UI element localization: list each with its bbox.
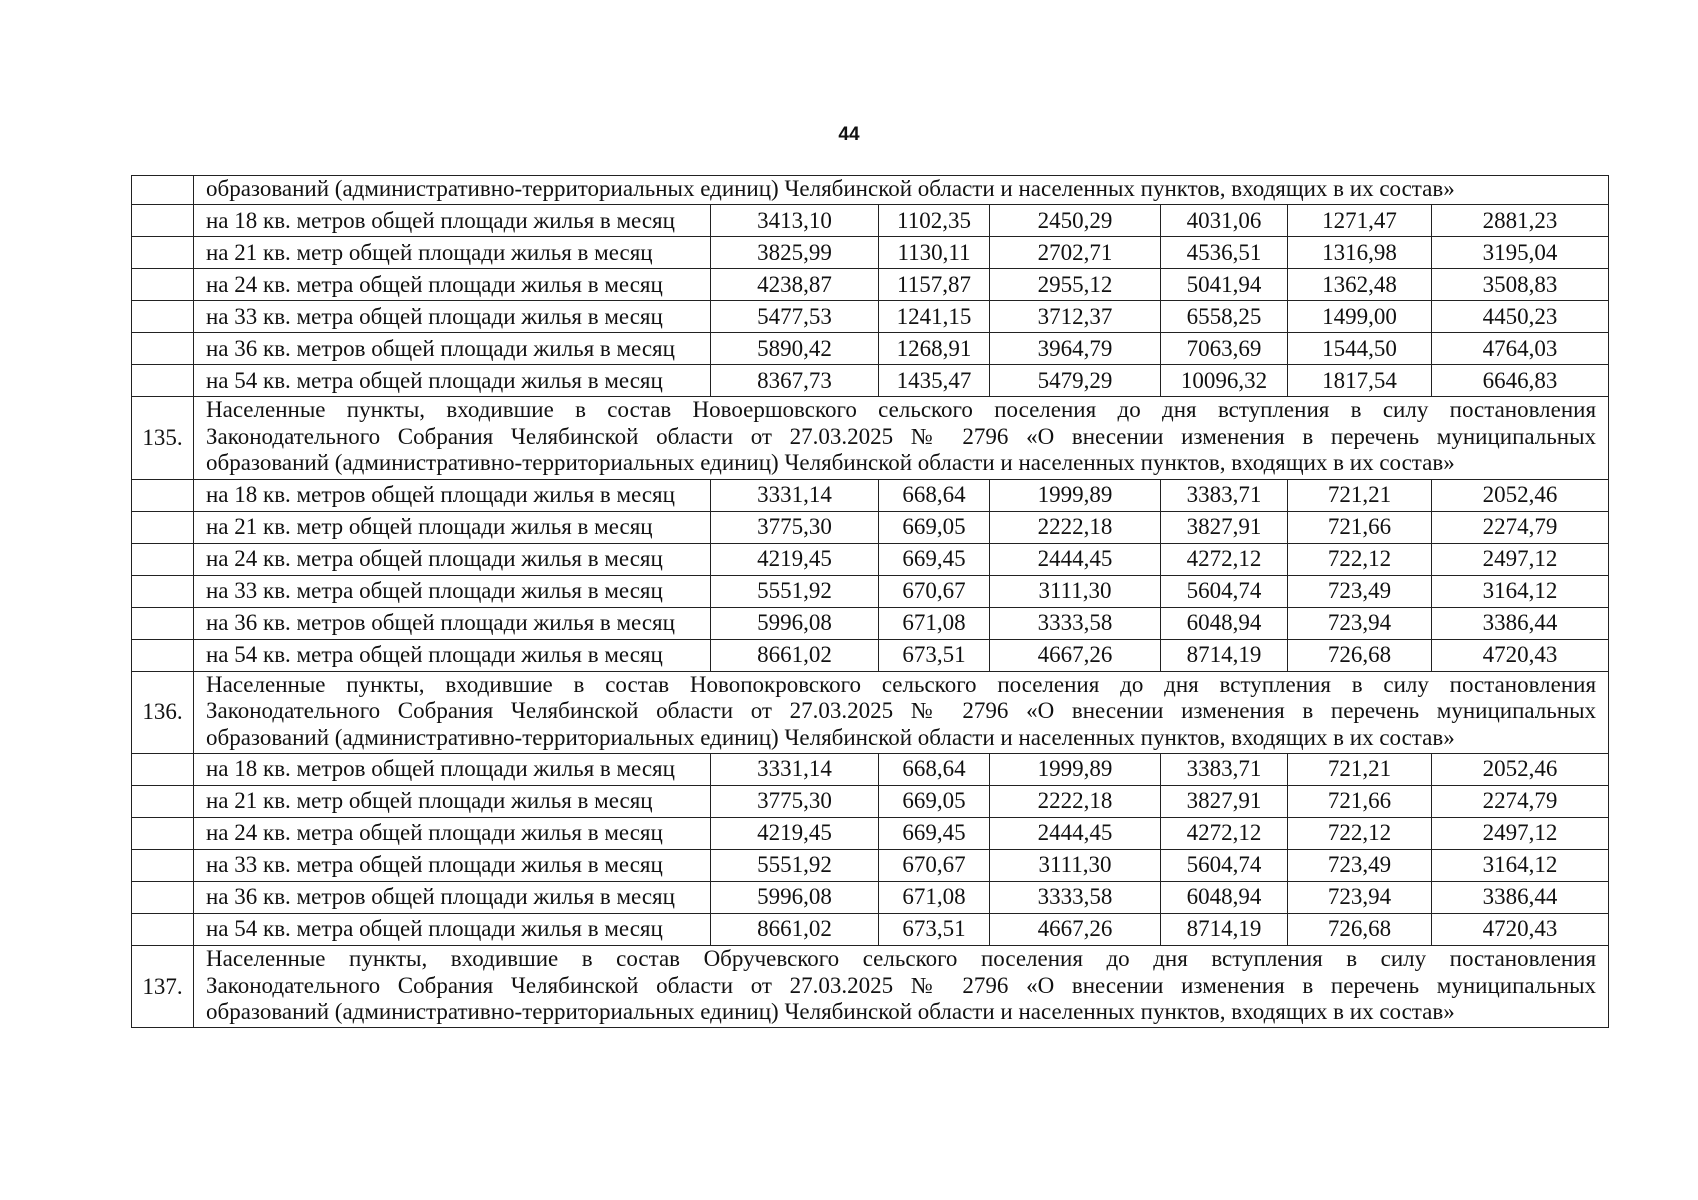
value-cell: 721,66 [1288, 511, 1432, 543]
value-cell: 2274,79 [1432, 511, 1609, 543]
value-cell: 668,64 [879, 479, 990, 511]
group-number: 135. [132, 397, 194, 479]
group-title-line: образований (административно-территориальных единиц) Челябинской области и населенных пунктов, входящих в их состав» [206, 998, 1455, 1024]
row-number-cell [132, 301, 194, 333]
row-label: на 36 кв. метров общей площади жилья в месяц [194, 607, 711, 639]
row-number-cell [132, 882, 194, 914]
row-number-cell [132, 205, 194, 237]
value-cell: 5996,08 [711, 607, 879, 639]
row-number-cell [132, 639, 194, 671]
group-header-row [132, 946, 1609, 1028]
value-cell: 721,21 [1288, 754, 1432, 786]
row-number-cell [132, 818, 194, 850]
row-number-cell [132, 237, 194, 269]
value-cell: 7063,69 [1161, 333, 1288, 365]
row-number-cell [132, 607, 194, 639]
value-cell: 723,94 [1288, 882, 1432, 914]
value-cell: 4667,26 [990, 639, 1161, 671]
table-row [132, 365, 1609, 397]
row-label: на 54 кв. метра общей площади жилья в месяц [194, 914, 711, 946]
row-label: на 24 кв. метра общей площади жилья в месяц [194, 818, 711, 850]
value-cell: 723,49 [1288, 575, 1432, 607]
value-cell: 723,49 [1288, 850, 1432, 882]
table-body [132, 176, 1609, 1028]
table-row [132, 818, 1609, 850]
table-row [132, 882, 1609, 914]
row-number-cell [132, 850, 194, 882]
value-cell: 3825,99 [711, 237, 879, 269]
group-title-line: Населенные пункты, входившие в состав Новоершовского сельского поселения до дня вступления в силу постановления [206, 397, 1597, 423]
value-cell: 2881,23 [1432, 205, 1609, 237]
value-cell: 2702,71 [990, 237, 1161, 269]
value-cell: 3333,58 [990, 607, 1161, 639]
row-label: на 33 кв. метра общей площади жилья в месяц [194, 850, 711, 882]
value-cell: 1499,00 [1288, 301, 1432, 333]
value-cell: 4720,43 [1432, 639, 1609, 671]
value-cell: 8367,73 [711, 365, 879, 397]
value-cell: 3508,83 [1432, 269, 1609, 301]
group-header-row [132, 397, 1609, 479]
value-cell: 4272,12 [1161, 543, 1288, 575]
value-cell: 3413,10 [711, 205, 879, 237]
group-title [194, 946, 1609, 1028]
value-cell: 2497,12 [1432, 818, 1609, 850]
value-cell: 8714,19 [1161, 914, 1288, 946]
value-cell: 5479,29 [990, 365, 1161, 397]
row-label: на 24 кв. метра общей площади жилья в месяц [194, 543, 711, 575]
value-cell: 726,68 [1288, 914, 1432, 946]
row-number-cell [132, 479, 194, 511]
value-cell: 3827,91 [1161, 511, 1288, 543]
value-cell: 722,12 [1288, 543, 1432, 575]
value-cell: 5477,53 [711, 301, 879, 333]
value-cell: 2052,46 [1432, 754, 1609, 786]
value-cell: 669,45 [879, 818, 990, 850]
value-cell: 2450,29 [990, 205, 1161, 237]
value-cell: 669,45 [879, 543, 990, 575]
value-cell: 669,05 [879, 786, 990, 818]
value-cell: 1362,48 [1288, 269, 1432, 301]
value-cell: 3386,44 [1432, 607, 1609, 639]
row-label: на 36 кв. метров общей площади жилья в месяц [194, 882, 711, 914]
row-label: на 18 кв. метров общей площади жилья в месяц [194, 754, 711, 786]
value-cell: 3164,12 [1432, 850, 1609, 882]
group-number-cell [132, 176, 194, 205]
row-number-cell [132, 914, 194, 946]
value-cell: 3111,30 [990, 850, 1161, 882]
value-cell: 670,67 [879, 575, 990, 607]
row-label: на 33 кв. метра общей площади жилья в месяц [194, 575, 711, 607]
tariff-table-container [131, 175, 1608, 1028]
value-cell: 3333,58 [990, 882, 1161, 914]
group-header-row [132, 671, 1609, 753]
value-cell: 2222,18 [990, 786, 1161, 818]
value-cell: 1435,47 [879, 365, 990, 397]
continuation-title-row [132, 176, 1609, 205]
row-label: на 54 кв. метра общей площади жилья в месяц [194, 365, 711, 397]
value-cell: 4536,51 [1161, 237, 1288, 269]
value-cell: 3195,04 [1432, 237, 1609, 269]
group-title-line: Законодательного Собрания Челябинской области от 27.03.2025 № 2796 «О внесении изменения в перечень муниципальных [206, 972, 1597, 998]
value-cell: 5551,92 [711, 850, 879, 882]
value-cell: 1271,47 [1288, 205, 1432, 237]
group-number: 137. [132, 946, 194, 1028]
value-cell: 2274,79 [1432, 786, 1609, 818]
page-number: 44 [838, 124, 860, 145]
value-cell: 2497,12 [1432, 543, 1609, 575]
value-cell: 3964,79 [990, 333, 1161, 365]
value-cell: 3383,71 [1161, 754, 1288, 786]
row-number-cell [132, 269, 194, 301]
value-cell: 4031,06 [1161, 205, 1288, 237]
value-cell: 10096,32 [1161, 365, 1288, 397]
value-cell: 3111,30 [990, 575, 1161, 607]
value-cell: 4720,43 [1432, 914, 1609, 946]
value-cell: 4667,26 [990, 914, 1161, 946]
value-cell: 670,67 [879, 850, 990, 882]
value-cell: 3383,71 [1161, 479, 1288, 511]
value-cell: 5551,92 [711, 575, 879, 607]
row-number-cell [132, 511, 194, 543]
table-row [132, 575, 1609, 607]
value-cell: 721,66 [1288, 786, 1432, 818]
group-title [194, 397, 1609, 479]
value-cell: 4219,45 [711, 543, 879, 575]
value-cell: 673,51 [879, 639, 990, 671]
value-cell: 5996,08 [711, 882, 879, 914]
value-cell: 8714,19 [1161, 639, 1288, 671]
value-cell: 2444,45 [990, 818, 1161, 850]
table-row [132, 511, 1609, 543]
value-cell: 668,64 [879, 754, 990, 786]
value-cell: 1544,50 [1288, 333, 1432, 365]
group-number: 136. [132, 671, 194, 753]
value-cell: 1817,54 [1288, 365, 1432, 397]
group-title-line: образований (административно-территориальных единиц) Челябинской области и населенных пунктов, входящих в их состав» [206, 724, 1455, 750]
table-row [132, 205, 1609, 237]
row-number-cell [132, 754, 194, 786]
row-number-cell [132, 365, 194, 397]
value-cell: 2955,12 [990, 269, 1161, 301]
value-cell: 3164,12 [1432, 575, 1609, 607]
value-cell: 3827,91 [1161, 786, 1288, 818]
value-cell: 6646,83 [1432, 365, 1609, 397]
row-label: на 36 кв. метров общей площади жилья в месяц [194, 333, 711, 365]
value-cell: 721,21 [1288, 479, 1432, 511]
value-cell: 4272,12 [1161, 818, 1288, 850]
table-row [132, 237, 1609, 269]
value-cell: 4238,87 [711, 269, 879, 301]
row-number-cell [132, 333, 194, 365]
table-row [132, 543, 1609, 575]
value-cell: 6048,94 [1161, 607, 1288, 639]
value-cell: 4764,03 [1432, 333, 1609, 365]
value-cell: 671,08 [879, 607, 990, 639]
row-label: на 18 кв. метров общей площади жилья в месяц [194, 205, 711, 237]
group-title [194, 671, 1609, 753]
table-row [132, 301, 1609, 333]
row-number-cell [132, 786, 194, 818]
continuation-title: образований (административно-территориальных единиц) Челябинской области и населенных пунктов, входящих в их состав» [194, 176, 1609, 205]
group-title-line: образований (административно-территориальных единиц) Челябинской области и населенных пунктов, входящих в их состав» [206, 450, 1455, 476]
value-cell: 6558,25 [1161, 301, 1288, 333]
row-label: на 33 кв. метра общей площади жилья в месяц [194, 301, 711, 333]
value-cell: 2052,46 [1432, 479, 1609, 511]
table-row [132, 269, 1609, 301]
row-number-cell [132, 575, 194, 607]
value-cell: 5604,74 [1161, 575, 1288, 607]
value-cell: 8661,02 [711, 639, 879, 671]
value-cell: 1130,11 [879, 237, 990, 269]
value-cell: 3712,37 [990, 301, 1161, 333]
value-cell: 723,94 [1288, 607, 1432, 639]
row-label: на 54 кв. метра общей площади жилья в месяц [194, 639, 711, 671]
table-row [132, 914, 1609, 946]
value-cell: 722,12 [1288, 818, 1432, 850]
row-label: на 24 кв. метра общей площади жилья в месяц [194, 269, 711, 301]
value-cell: 669,05 [879, 511, 990, 543]
tariff-table [131, 175, 1609, 1028]
value-cell: 2222,18 [990, 511, 1161, 543]
value-cell: 1102,35 [879, 205, 990, 237]
value-cell: 8661,02 [711, 914, 879, 946]
row-label: на 18 кв. метров общей площади жилья в месяц [194, 479, 711, 511]
value-cell: 5041,94 [1161, 269, 1288, 301]
value-cell: 4450,23 [1432, 301, 1609, 333]
table-row [132, 754, 1609, 786]
group-title-line: Населенные пункты, входившие в состав Обручевского сельского поселения до дня вступления в силу постановления [206, 946, 1597, 972]
value-cell: 671,08 [879, 882, 990, 914]
value-cell: 3775,30 [711, 786, 879, 818]
row-number-cell [132, 543, 194, 575]
value-cell: 5604,74 [1161, 850, 1288, 882]
value-cell: 5890,42 [711, 333, 879, 365]
value-cell: 1316,98 [1288, 237, 1432, 269]
row-label: на 21 кв. метр общей площади жилья в месяц [194, 237, 711, 269]
value-cell: 1268,91 [879, 333, 990, 365]
value-cell: 6048,94 [1161, 882, 1288, 914]
value-cell: 3331,14 [711, 479, 879, 511]
value-cell: 673,51 [879, 914, 990, 946]
table-row [132, 639, 1609, 671]
table-row [132, 479, 1609, 511]
table-row [132, 607, 1609, 639]
value-cell: 3386,44 [1432, 882, 1609, 914]
table-row [132, 786, 1609, 818]
value-cell: 4219,45 [711, 818, 879, 850]
group-title-line: Законодательного Собрания Челябинской области от 27.03.2025 № 2796 «О внесении изменения в перечень муниципальных [206, 698, 1597, 724]
group-title-line: Законодательного Собрания Челябинской области от 27.03.2025 № 2796 «О внесении изменения в перечень муниципальных [206, 423, 1597, 449]
table-row [132, 850, 1609, 882]
table-row [132, 333, 1609, 365]
value-cell: 1999,89 [990, 479, 1161, 511]
value-cell: 2444,45 [990, 543, 1161, 575]
value-cell: 3775,30 [711, 511, 879, 543]
row-label: на 21 кв. метр общей площади жилья в месяц [194, 786, 711, 818]
group-title-line: Населенные пункты, входившие в состав Новопокровского сельского поселения до дня вступления в силу постановления [206, 671, 1597, 697]
value-cell: 1157,87 [879, 269, 990, 301]
value-cell: 726,68 [1288, 639, 1432, 671]
row-label: на 21 кв. метр общей площади жилья в месяц [194, 511, 711, 543]
value-cell: 3331,14 [711, 754, 879, 786]
value-cell: 1241,15 [879, 301, 990, 333]
value-cell: 1999,89 [990, 754, 1161, 786]
